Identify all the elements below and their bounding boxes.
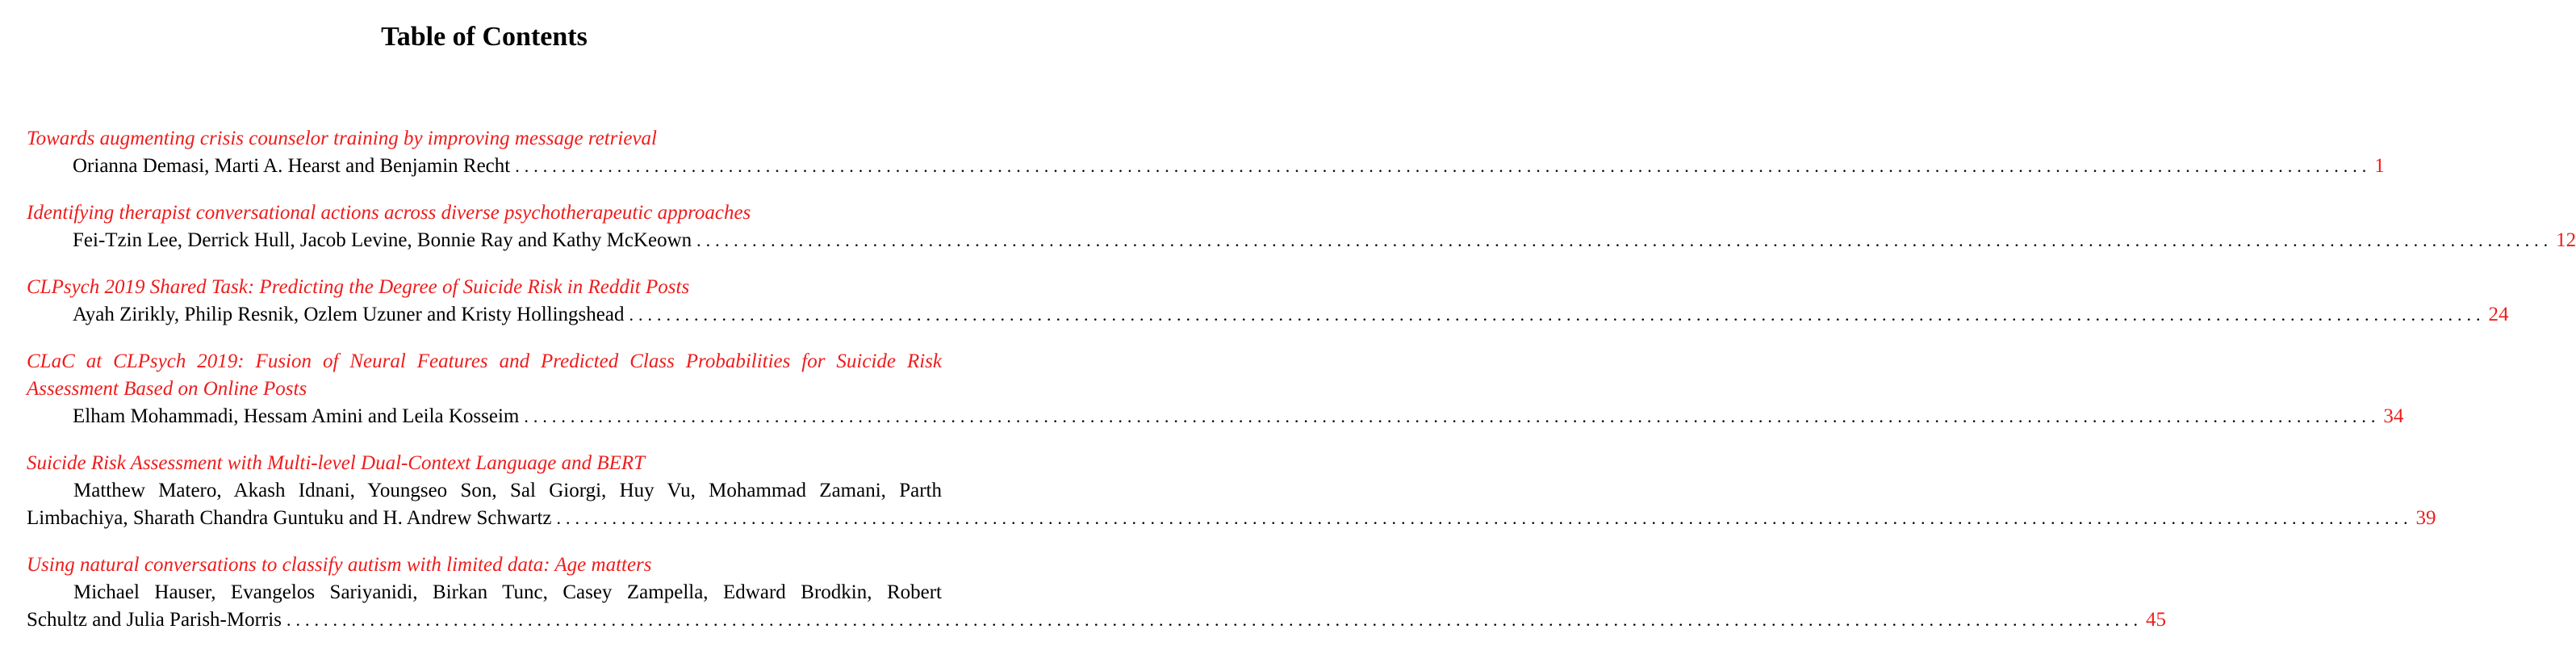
- author-line: [27, 301, 2509, 329]
- entry-authors: Schultz and Julia Parish-Morris: [27, 609, 282, 631]
- dot-leader: ........................................................................................................................................................................................................: [556, 508, 2413, 528]
- page-number-link[interactable]: 34: [2383, 405, 2404, 427]
- entry-authors-first-line: Michael Hauser, Evangelos Sariyanidi, Birkan Tunc, Casey Zampella, Edward Brodkin, Robert: [73, 581, 942, 603]
- page-number-link[interactable]: 39: [2415, 507, 2436, 529]
- entry-authors: Elham Mohammadi, Hessam Amini and Leila Kosseim: [73, 405, 520, 427]
- page-title: Table of Contents: [381, 22, 588, 52]
- entry-title-line: CLaC at CLPsych 2019: Fusion of Neural Features and Predicted Class Probabilities for Suicide Risk: [27, 350, 942, 372]
- toc-entry: [27, 450, 2436, 532]
- entry-authors: Ayah Zirikly, Philip Resnik, Ozlem Uzuner and Kristy Hollingshead: [73, 304, 625, 325]
- entry-authors: Orianna Demasi, Marti A. Hearst and Benjamin Recht: [73, 155, 511, 177]
- entry-authors: Fei-Tzin Lee, Derrick Hull, Jacob Levine, Bonnie Ray and Kathy McKeown: [73, 229, 692, 251]
- toc-list: [27, 125, 2576, 634]
- entry-title-link[interactable]: Suicide Risk Assessment with Multi-level Dual-Context Language and BERT: [27, 452, 646, 474]
- dot-leader: ........................................................................................................................................................................................................: [524, 406, 2381, 426]
- page-number-link[interactable]: 24: [2488, 304, 2509, 325]
- entry-title-link[interactable]: [27, 348, 942, 403]
- toc-entry: [27, 199, 2576, 254]
- toc-entry: [27, 348, 2404, 430]
- entry-title-link[interactable]: Using natural conversations to classify autism with limited data: Age matters: [27, 554, 652, 576]
- page-number-link[interactable]: 1: [2374, 155, 2385, 177]
- author-block: [27, 579, 2166, 634]
- entry-authors-first-line: Matthew Matero, Akash Idnani, Youngseo Son, Sal Giorgi, Huy Vu, Mohammad Zamani, Parth: [73, 480, 942, 501]
- author-line: [27, 153, 2385, 180]
- entry-title-link[interactable]: Towards augmenting crisis counselor training by improving message retrieval: [27, 128, 657, 149]
- dot-leader: ........................................................................................................................................................................................................: [696, 230, 2553, 250]
- author-line: [27, 403, 2404, 430]
- toc-entry: [27, 552, 2166, 634]
- dot-leader: ........................................................................................................................................................................................................: [629, 304, 2486, 325]
- page-number-link[interactable]: 45: [2145, 609, 2166, 631]
- dot-leader: ........................................................................................................................................................................................................: [515, 156, 2372, 176]
- entry-authors: Limbachiya, Sharath Chandra Guntuku and H. Andrew Schwartz: [27, 507, 552, 529]
- toc-entry: [27, 125, 2385, 180]
- dot-leader: ........................................................................................................................................................................................................: [286, 610, 2143, 630]
- entry-title-link[interactable]: CLPsych 2019 Shared Task: Predicting the Degree of Suicide Risk in Reddit Posts: [27, 276, 690, 298]
- page-number-link[interactable]: 12: [2556, 229, 2576, 251]
- entry-title-link[interactable]: Identifying therapist conversational actions across diverse psychotherapeutic approaches: [27, 202, 751, 224]
- author-line: [27, 606, 2166, 634]
- author-line: [27, 227, 2576, 254]
- toc-entry: [27, 274, 2509, 329]
- entry-title-line: Assessment Based on Online Posts: [27, 378, 307, 400]
- author-line: [27, 505, 2436, 532]
- author-block: [27, 477, 2436, 532]
